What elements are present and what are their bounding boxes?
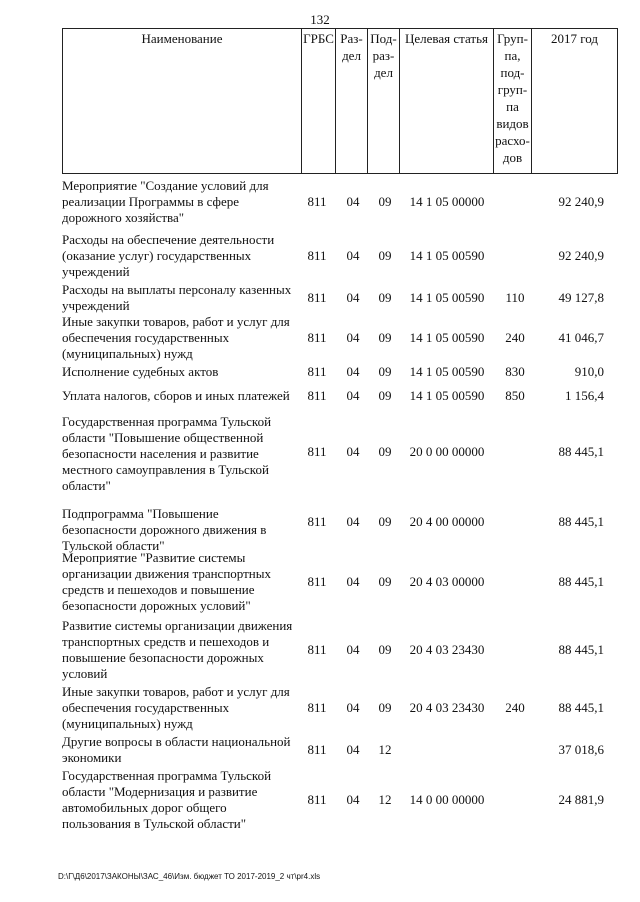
row-sum: 41 046,7 [558,330,604,345]
header-podrazdel-text: Под- раз- дел [370,31,397,80]
header-gruppa-text: Груп- па, под- груп- па видов расхо- дов [495,31,530,165]
budget-table [62,28,618,834]
row-name: Государственная программа Тульской области "Повышение общественной безопасности населения и развитие местного самоуправления в Тульской области" [62,414,272,493]
row-podrazdel: 09 [378,290,392,305]
header-podrazdel [367,29,399,173]
row-grbs: 811 [307,742,327,757]
table-row [62,414,618,506]
row-razdel: 04 [346,574,360,589]
row-grbs: 811 [307,194,327,209]
header-grbs [301,29,335,173]
row-podrazdel: 09 [378,514,392,529]
row-sum: 88 445,1 [558,444,604,459]
row-podrazdel: 09 [378,388,392,403]
row-sum: 92 240,9 [558,248,604,263]
table-row [62,684,618,734]
row-cs: 14 1 05 00590 [409,388,485,403]
row-name: Государственная программа Тульской области "Модернизация и развитие автомобильных дорог общего пользования в Тульской области" [62,768,272,831]
header-year [531,29,617,173]
row-podrazdel: 09 [378,248,392,263]
row-vid: 830 [505,364,525,379]
row-name: Уплата налогов, сборов и иных платежей [62,388,290,403]
row-grbs: 811 [307,642,327,657]
row-cs: 14 1 05 00000 [409,194,485,209]
row-cs: 14 1 05 00590 [409,330,485,345]
header-tselevaya-text: Целевая статья [404,31,488,46]
row-vid: 850 [505,388,525,403]
table-row [62,282,618,314]
row-cs: 14 0 00 00000 [409,792,485,807]
row-cs: 14 1 05 00590 [409,290,485,305]
row-sum: 88 445,1 [558,514,604,529]
table-row [62,314,618,364]
row-name: Развитие системы организации движения транспортных средств и пешеходов и повышение безопасности дорожных условий [62,618,293,681]
row-sum: 88 445,1 [558,574,604,589]
row-podrazdel: 09 [378,330,392,345]
row-name: Исполнение судебных актов [62,364,219,379]
row-name: Другие вопросы в области национальной экономики [62,734,291,765]
row-razdel: 04 [346,742,360,757]
row-grbs: 811 [307,444,327,459]
row-grbs: 811 [307,700,327,715]
row-sum: 92 240,9 [558,194,604,209]
header-name [63,29,301,173]
header-grbs-text: ГРБС [303,31,334,46]
row-cs: 20 4 00 00000 [409,514,485,529]
table-body [62,178,618,834]
row-razdel: 04 [346,364,360,379]
row-name: Мероприятие "Создание условий для реализации Программы в сфере дорожного хозяйства" [62,178,269,225]
row-name: Подпрограмма "Повышение безопасности дорожного движения в Тульской области" [62,506,267,553]
row-grbs: 811 [307,290,327,305]
row-razdel: 04 [346,388,360,403]
row-razdel: 04 [346,514,360,529]
row-cs: 20 4 03 23430 [409,700,485,715]
row-cs: 14 1 05 00590 [409,248,485,263]
table-row [62,734,618,768]
table-row [62,768,618,834]
row-cs: 20 4 03 00000 [409,574,485,589]
row-razdel: 04 [346,792,360,807]
row-sum: 49 127,8 [558,290,604,305]
row-razdel: 04 [346,330,360,345]
header-razdel-text: Раз- дел [340,31,363,63]
row-sum: 37 018,6 [558,742,604,757]
row-sum: 88 445,1 [558,700,604,715]
header-name-text: Наименование [141,31,223,46]
page-number: 132 [310,12,330,27]
row-name: Расходы на обеспечение деятельности (оказание услуг) государственных учреждений [62,232,275,279]
row-name: Иные закупки товаров, работ и услуг для обеспечения государственных (муниципальных) нужд [62,684,290,731]
row-podrazdel: 09 [378,364,392,379]
row-podrazdel: 12 [378,792,392,807]
table-header [62,28,618,174]
row-podrazdel: 09 [378,700,392,715]
row-podrazdel: 09 [378,444,392,459]
row-podrazdel: 09 [378,642,392,657]
row-grbs: 811 [307,248,327,263]
row-name: Расходы на выплаты персоналу казенных учреждений [62,282,292,313]
row-razdel: 04 [346,290,360,305]
row-podrazdel: 09 [378,574,392,589]
table-row [62,388,618,414]
row-cs: 20 0 00 00000 [409,444,485,459]
row-vid: 110 [505,290,525,305]
row-sum: 24 881,9 [558,792,604,807]
row-razdel: 04 [346,642,360,657]
row-name: Иные закупки товаров, работ и услуг для обеспечения государственных (муниципальных) нужд [62,314,290,361]
row-sum: 1 156,4 [565,388,604,403]
file-path-footer: D:\Г\Д6\2017\ЗАКОНЫ\ЗАС_46\Изм. бюджет ТО 2017-2019_2 чт\pr4.xls [58,872,321,881]
header-tselevaya [399,29,493,173]
table-row [62,550,618,618]
row-sum: 88 445,1 [558,642,604,657]
row-razdel: 04 [346,444,360,459]
header-gruppa [493,29,531,173]
header-razdel [335,29,367,173]
row-sum: 910,0 [574,364,604,379]
header-year-text: 2017 год [551,31,598,46]
row-vid: 240 [505,700,525,715]
table-row [62,232,618,282]
row-podrazdel: 12 [378,742,392,757]
row-grbs: 811 [307,330,327,345]
row-grbs: 811 [307,574,327,589]
row-cs: 20 4 03 23430 [409,642,485,657]
row-cs: 14 1 05 00590 [409,364,485,379]
row-name: Мероприятие "Развитие системы организации движения транспортных средств и пешеходов и повышение безопасности дорожных условий" [62,550,271,613]
table-row [62,506,618,553]
row-podrazdel: 09 [378,194,392,209]
table-row [62,178,618,232]
row-vid: 240 [505,330,525,345]
row-grbs: 811 [307,388,327,403]
table-row [62,618,618,684]
row-razdel: 04 [346,700,360,715]
table-row [62,364,618,388]
row-grbs: 811 [307,514,327,529]
row-razdel: 04 [346,194,360,209]
row-razdel: 04 [346,248,360,263]
row-grbs: 811 [307,792,327,807]
row-grbs: 811 [307,364,327,379]
